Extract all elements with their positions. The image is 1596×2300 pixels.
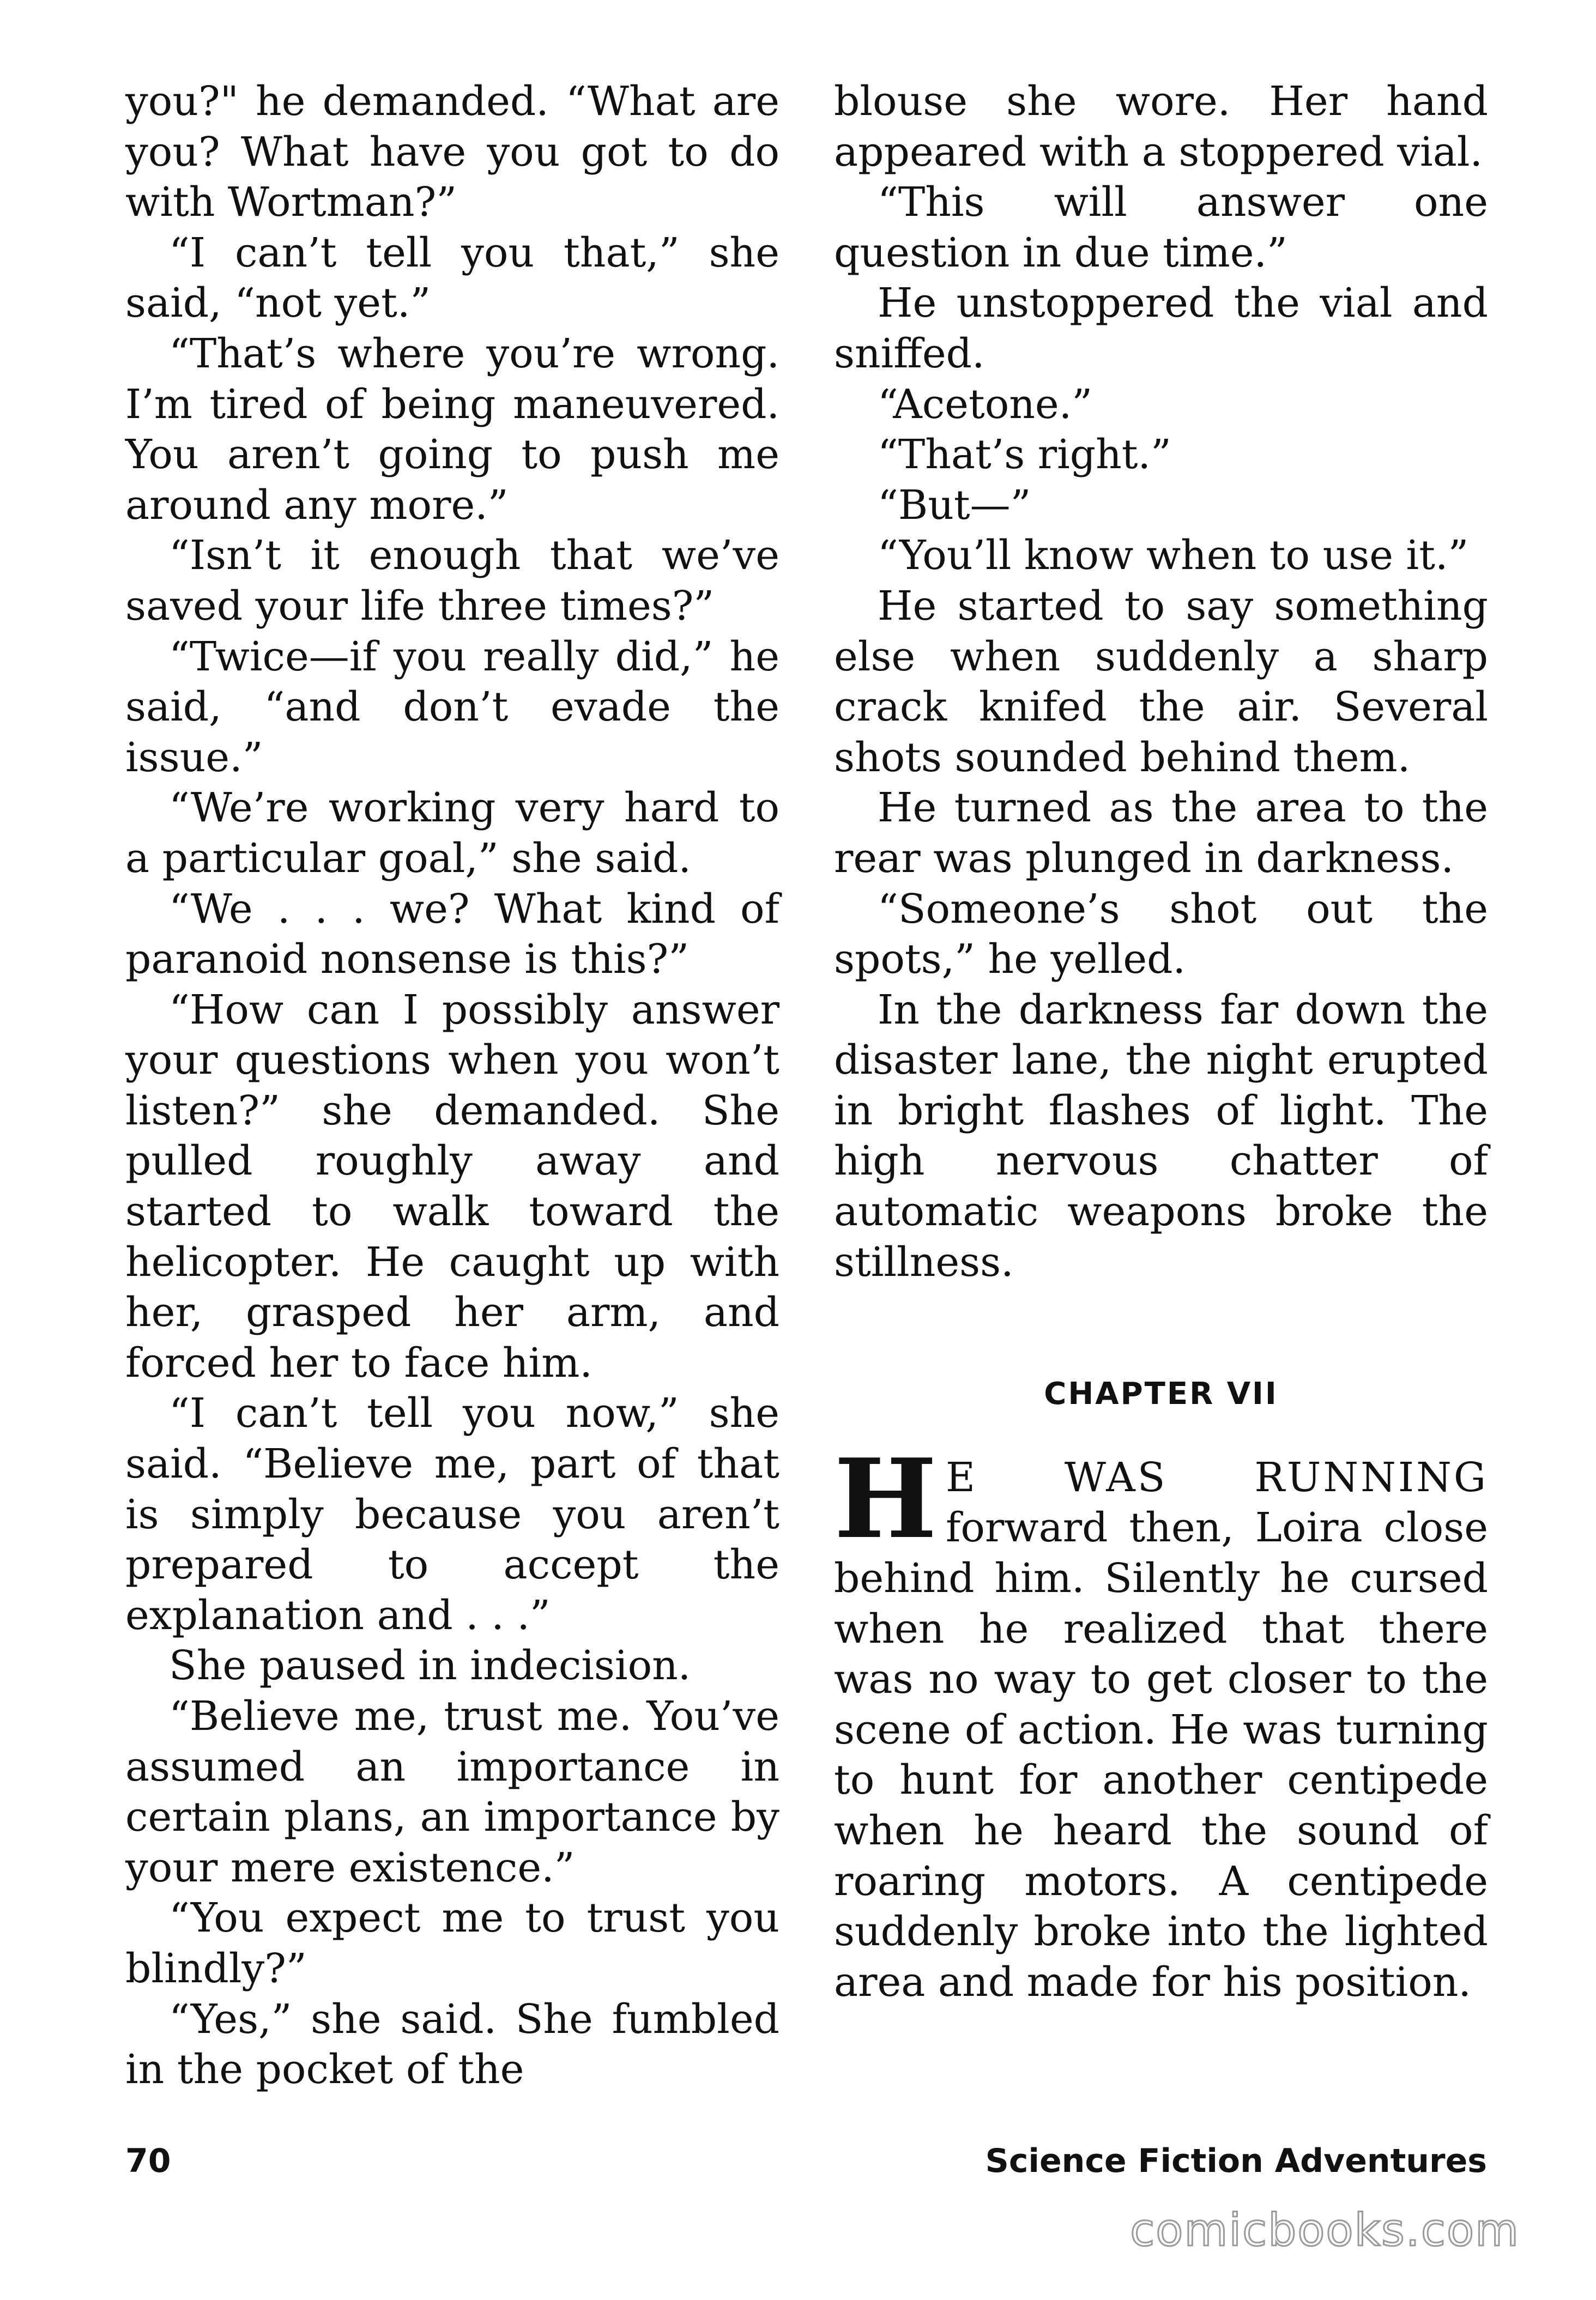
paragraph: “That’s where you’re wrong. I’m tired of being maneuvered. You aren’t going to push me around any more.” — [125, 330, 779, 529]
paragraph: He turned as the area to the rear was plunged in darkness. — [834, 784, 1488, 882]
paragraph: “That’s right.” — [878, 431, 1171, 479]
paragraph: “I can’t tell you now,” she said. “Believe me, part of that is simply because you aren’t prepared to accept the explanation and . . .” — [125, 1390, 779, 1639]
paragraph: “Yes,” she said. She fumbled in the pocket of the — [125, 1995, 779, 2093]
paragraph: “You expect me to trust you blindly?” — [125, 1895, 779, 1992]
paragraph: “But—” — [878, 481, 1031, 529]
paragraph-text: forward then, Loira close behind him. Silently he cursed when he realized that there was no way to get closer to the scene of action. He was turning to hunt for another centipede when he heard the sound of roaring motors. A centipede suddenly broke into the lighted area and made for his position. — [834, 1504, 1488, 2006]
paragraph: “We’re working very hard to a particular goal,” she said. — [125, 784, 779, 882]
running-footer-title: Science Fiction Adventures — [985, 2142, 1487, 2180]
paragraph: “How can I possibly answer your questions when you won’t listen?” she demanded. She pulled roughly away and started to walk toward the helicopter. He caught up with her, grasped her arm, and forced her to face him. — [125, 986, 779, 1387]
paragraph: In the darkness far down the disaster lane, the night erupted in bright flashes of light. The high nervous chatter of automatic weapons broke the stillness. — [834, 986, 1488, 1286]
drop-cap: H — [834, 1435, 937, 1563]
paragraph: “Believe me, trust me. You’ve assumed an importance in certain plans, an importance by your mere existence.” — [125, 1693, 779, 1891]
paragraph: “Someone’s shot out the spots,” he yelled. — [834, 885, 1488, 983]
chapter-heading: CHAPTER VII — [1044, 1376, 1278, 1412]
paragraph: “Isn’t it enough that we’ve saved your life three times?” — [125, 532, 779, 630]
paragraph: He unstoppered the vial and sniffed. — [834, 280, 1488, 377]
paragraph: blouse she wore. Her hand appeared with a stoppered vial. — [834, 78, 1488, 175]
page-number: 70 — [125, 2142, 171, 2180]
right-text-column — [834, 76, 1488, 2007]
chapter-opening-paragraph — [834, 1435, 1488, 2008]
left-text-column — [125, 76, 779, 2095]
paragraph: He started to say something else when suddenly a sharp crack knifed the air. Several shots sounded behind them. — [834, 582, 1488, 781]
small-caps-lead: E WAS RUNNING — [945, 1454, 1488, 1501]
paragraph: “We . . . we? What kind of paranoid nonsense is this?” — [125, 885, 779, 983]
paragraph: “Acetone.” — [878, 380, 1093, 428]
paragraph: “I can’t tell you that,” she said, “not yet.” — [125, 229, 779, 327]
watermark: comicbooks.com — [1130, 2205, 1520, 2256]
paragraph: “You’ll know when to use it.” — [878, 532, 1469, 579]
paragraph: “Twice—if you really did,” he said, “and don’t evade the issue.” — [125, 633, 779, 781]
paragraph: “This will answer one question in due time.” — [834, 179, 1488, 276]
paragraph: you?" he demanded. “What are you? What have you got to do with Wortman?” — [125, 78, 779, 226]
paragraph: She paused in indecision. — [169, 1642, 691, 1690]
